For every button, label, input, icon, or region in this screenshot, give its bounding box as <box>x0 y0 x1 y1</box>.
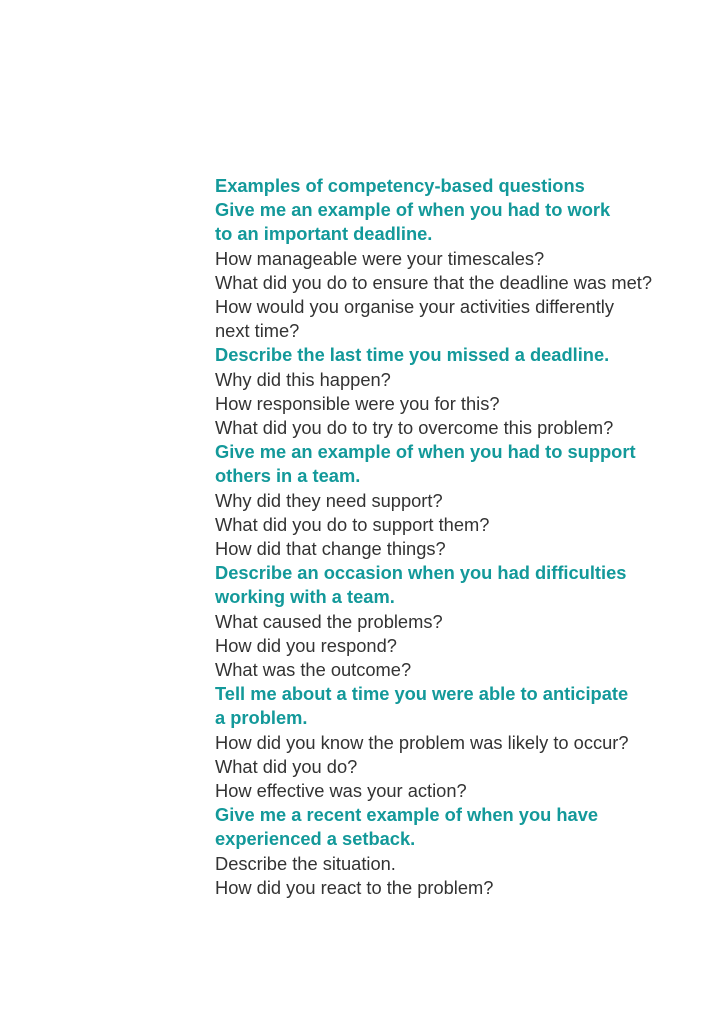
section-heading-line: Give me an example of when you had to support <box>215 441 636 463</box>
follow-up-question: What did you do to ensure that the deadline was met? <box>215 271 652 293</box>
follow-up-question: Why did they need support? <box>215 489 443 511</box>
document-title: Examples of competency-based questions <box>215 175 585 196</box>
question-section <box>215 803 720 900</box>
follow-up-question: How did you respond? <box>215 634 397 656</box>
section-heading-line: a problem. <box>215 707 308 729</box>
question-section <box>215 343 720 440</box>
question-section <box>215 198 720 343</box>
section-heading-line: working with a team. <box>215 586 395 608</box>
question-section <box>215 682 720 803</box>
follow-up-question: Describe the situation. <box>215 852 396 874</box>
section-heading-line: experienced a setback. <box>215 828 416 850</box>
follow-up-question: What caused the problems? <box>215 610 443 632</box>
follow-up-question: How effective was your action? <box>215 780 467 802</box>
follow-up-question: What did you do to support them? <box>215 513 490 535</box>
follow-up-question: How did you react to the problem? <box>215 876 494 898</box>
document-body <box>215 174 720 900</box>
follow-up-question: What did you do? <box>215 755 358 777</box>
follow-up-question: Why did this happen? <box>215 368 391 390</box>
section-heading-line: Describe an occasion when you had difficulties <box>215 562 627 584</box>
section-heading-line: Describe the last time you missed a deadline. <box>215 344 610 366</box>
section-heading-line: others in a team. <box>215 465 361 487</box>
follow-up-question: How did you know the problem was likely to occur? <box>215 731 629 753</box>
section-heading-line: to an important deadline. <box>215 223 433 245</box>
follow-up-question: How responsible were you for this? <box>215 392 500 414</box>
section-heading-line: Give me a recent example of when you have <box>215 804 599 826</box>
section-heading-line: Give me an example of when you had to work <box>215 199 611 221</box>
section-heading-line: Tell me about a time you were able to anticipate <box>215 683 629 705</box>
follow-up-question: What was the outcome? <box>215 659 412 681</box>
question-section <box>215 561 720 682</box>
follow-up-question: What did you do to try to overcome this problem? <box>215 417 614 439</box>
follow-up-question: next time? <box>215 320 300 342</box>
question-section <box>215 440 720 561</box>
follow-up-question: How would you organise your activities differently <box>215 296 615 318</box>
follow-up-question: How did that change things? <box>215 538 446 560</box>
follow-up-question: How manageable were your timescales? <box>215 247 545 269</box>
